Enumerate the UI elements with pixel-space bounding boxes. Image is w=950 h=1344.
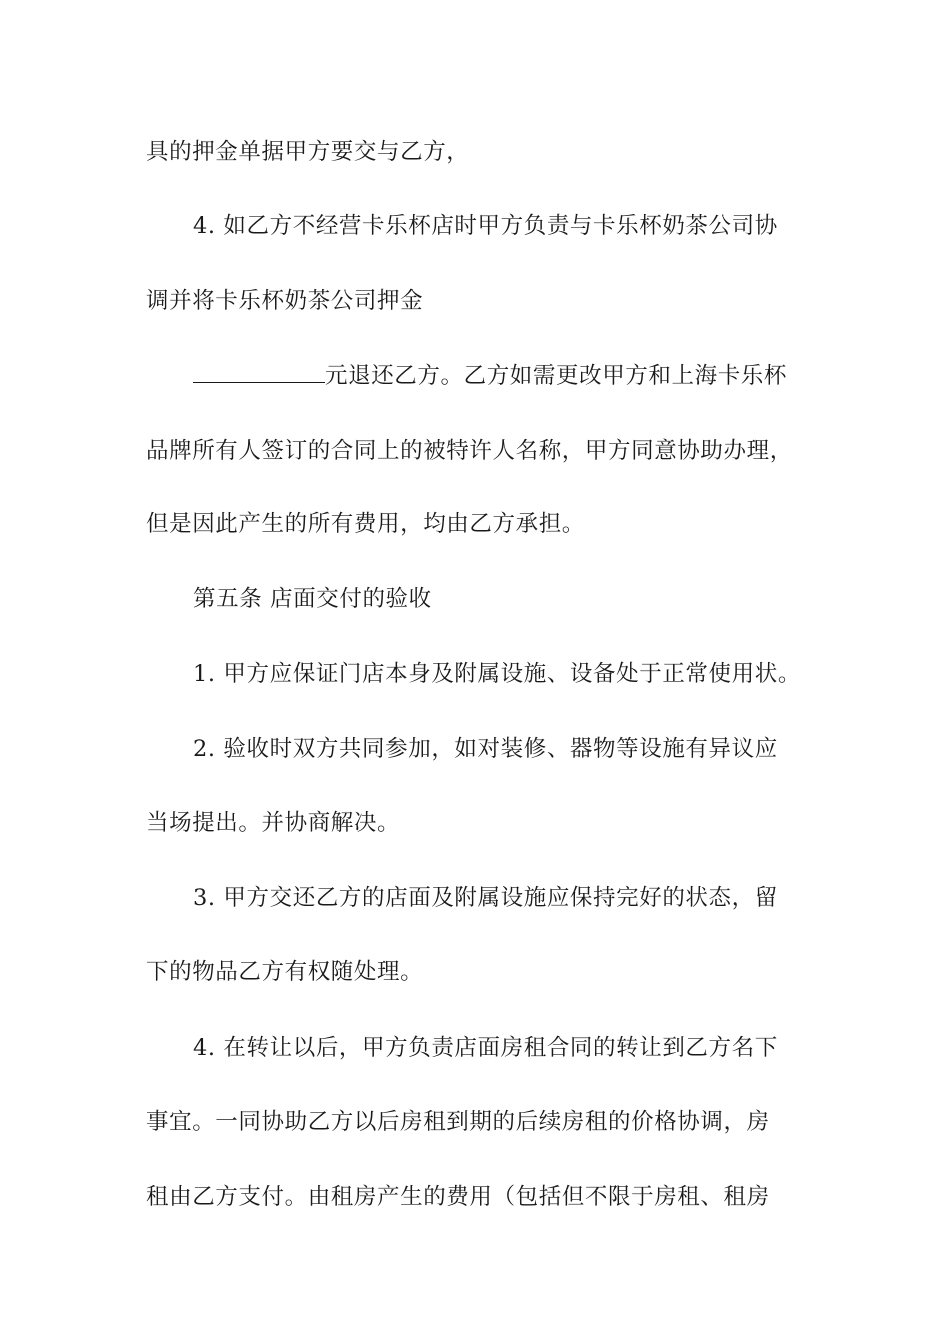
section-heading: 第五条 店面交付的验收 xyxy=(193,586,432,612)
text-line: 租由乙方支付。由租房产生的费用（包括但不限于房租、租房 xyxy=(146,1184,770,1210)
clause-4-line: 4. 在转让以后，甲方负责店面房租合同的转让到乙方名下 xyxy=(193,1035,778,1061)
text-line: 具的押金单据甲方要交与乙方， xyxy=(146,139,470,165)
text-line: 但是因此产生的所有费用，均由乙方承担。 xyxy=(146,511,585,537)
fill-in-blank xyxy=(193,362,325,383)
text-line-with-blank xyxy=(193,361,787,391)
text-line: 事宜。一同协助乙方以后房租到期的后续房租的价格协调，房 xyxy=(146,1109,770,1135)
clause-3-line: 3. 甲方交还乙方的店面及附属设施应保持完好的状态，留 xyxy=(193,885,778,911)
text-line: 调并将卡乐杯奶茶公司押金 xyxy=(146,288,424,314)
clause-4-line: 4. 如乙方不经营卡乐杯店时甲方负责与卡乐杯奶茶公司协 xyxy=(193,213,778,239)
text-segment: 元退还乙方。乙方如需更改甲方和上海卡乐杯 xyxy=(325,363,788,389)
clause-1-line: 1. 甲方应保证门店本身及附属设施、设备处于正常使用状。 xyxy=(193,661,801,687)
text-line: 当场提出。并协商解决。 xyxy=(146,810,401,836)
clause-2-line: 2. 验收时双方共同参加，如对装修、器物等设施有异议应 xyxy=(193,736,778,762)
text-line: 下的物品乙方有权随处理。 xyxy=(146,959,424,985)
text-line: 品牌所有人签订的合同上的被特许人名称，甲方同意协助办理， xyxy=(146,438,793,464)
